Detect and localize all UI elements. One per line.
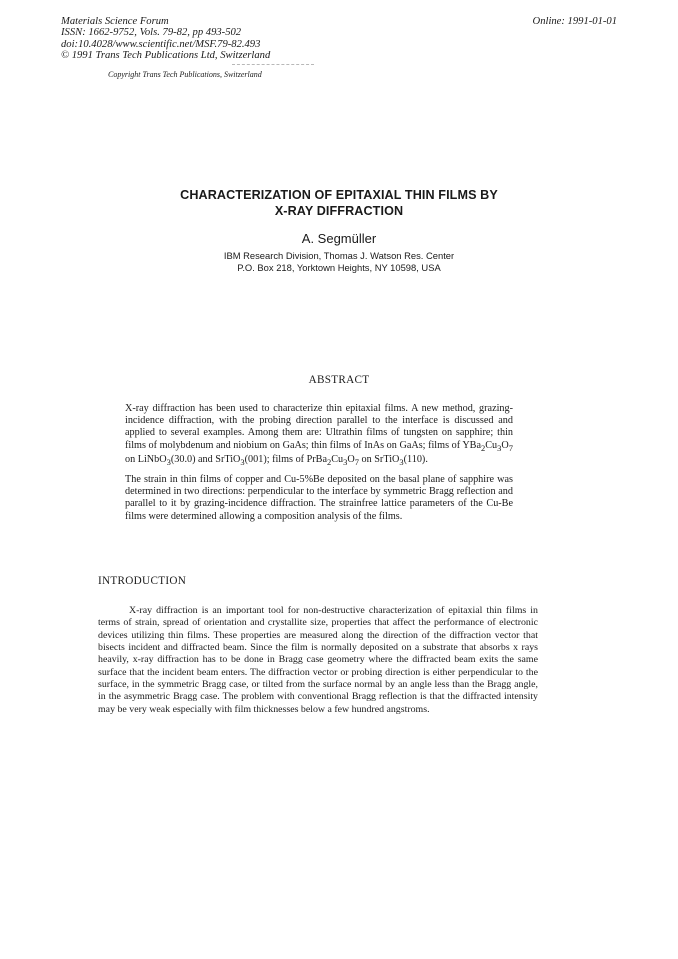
issn-line: ISSN: 1662-9752, Vols. 79-82, pp 493-502 bbox=[61, 27, 242, 39]
abstract-text: Cu bbox=[485, 439, 498, 451]
introduction-heading: INTRODUCTION bbox=[98, 575, 187, 587]
author-name: A. Segmüller bbox=[301, 231, 377, 246]
abstract-heading: ABSTRACT bbox=[308, 374, 370, 386]
abstract-text: (30.0) and SrTiO bbox=[170, 453, 241, 465]
abstract-text: on SrTiO bbox=[358, 453, 400, 465]
title-line-2: X-RAY DIFFRACTION bbox=[274, 203, 404, 218]
abstract-text: (110). bbox=[403, 453, 428, 465]
abstract-text: (001); films of PrBa bbox=[244, 453, 327, 465]
subscript: 3 bbox=[343, 456, 348, 467]
subscript: 3 bbox=[166, 456, 171, 467]
online-date: Online: 1991-01-01 bbox=[532, 16, 617, 27]
introduction-body bbox=[98, 605, 538, 716]
introduction-paragraph-1: X-ray diffraction is an important tool for non-destructive characterization of epitaxial thin films in terms of strain, spread of orientation and crystallite size, properties that affect the performance of electronic devices utilizing thin films. These properties are measured along the direction of the diffraction vector that bisects incident and diffracted beam. Since the film is normally deposited on a substrate that absorbs x rays heavily, x-ray diffraction has to be done in Bragg case geometry where the diffracted beam exits the same surface that the incident beam enters. The diffraction vector or probing direction is either perpendicular to the surface, in the symmetric Bragg case, or tilted from the surface normal by an angle less than the Bragg angle, in the asymmetric Bragg case. The problem with conventional Bragg reflection is that the diffracted intensity may be very weak especially with film thicknesses below a few hundred angstroms. bbox=[98, 605, 538, 715]
subscript: 2 bbox=[481, 442, 486, 453]
subscript: 3 bbox=[240, 456, 245, 467]
subscript: 2 bbox=[326, 456, 332, 467]
doi-line: doi:10.4028/www.scientific.net/MSF.79-82.493 bbox=[61, 38, 261, 50]
journal-header bbox=[61, 16, 270, 62]
title-line-1: CHARACTERIZATION OF EPITAXIAL THIN FILMS BY bbox=[180, 188, 498, 202]
journal-name: Materials Science Forum bbox=[61, 16, 169, 27]
abstract-body bbox=[125, 403, 513, 529]
abstract-paragraph-1 bbox=[125, 403, 513, 468]
subscript: 7 bbox=[508, 442, 513, 453]
abstract-text: Cu bbox=[331, 453, 344, 465]
subscript: 3 bbox=[399, 456, 404, 467]
divider bbox=[232, 64, 314, 65]
paper-title bbox=[0, 188, 678, 219]
author-affiliation bbox=[0, 250, 678, 274]
subscript: 7 bbox=[354, 456, 359, 467]
abstract-text: on LiNbO bbox=[125, 453, 167, 465]
abstract-text: O bbox=[501, 439, 509, 451]
abstract-paragraph-2: The strain in thin films of copper and Cu-5%Be deposited on the basal plane of sapphire was determined in two directions: perpendicular to the interface by symmetric Bragg reflection and parallel to it by grazing-incidence diffraction. The strainfree lattice parameters of the Cu-Be films were determined allowing a composition analysis of the films. bbox=[125, 474, 513, 522]
publisher-copyright: © 1991 Trans Tech Publications Ltd, Switzerland bbox=[61, 50, 271, 62]
affiliation-line-1: IBM Research Division, Thomas J. Watson Res. Center bbox=[223, 250, 455, 261]
abstract-text: X-ray diffraction has been used to characterize thin epitaxial films. A new method, grazing-incidence diffraction, with the probing direction parallel to the interface is discussed and applied to several examples. Among them are: Ultrathin films of tungsten on sapphire; thin films of molybdenum and niobium on GaAs; thin films of InAs on GaAs; films of YBa bbox=[125, 403, 513, 451]
abstract-text: O bbox=[347, 453, 355, 465]
affiliation-line-2: P.O. Box 218, Yorktown Heights, NY 10598, USA bbox=[237, 261, 441, 273]
subscript: 3 bbox=[497, 442, 502, 453]
copyright-stamp: Copyright Trans Tech Publications, Switzerland bbox=[108, 70, 262, 79]
